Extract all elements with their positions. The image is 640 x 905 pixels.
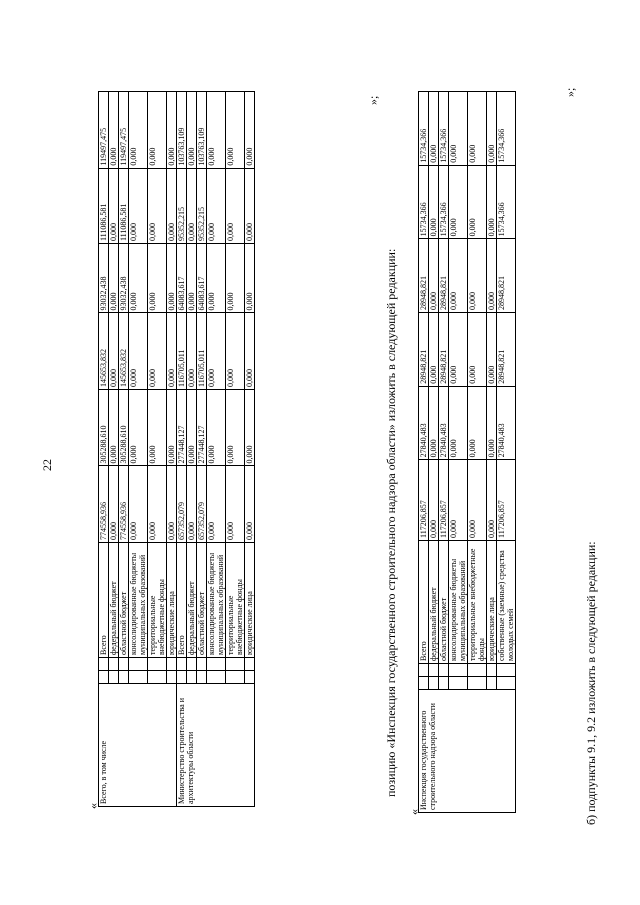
- value-cell: 95352,215: [177, 168, 187, 243]
- empty-cell: [119, 658, 129, 671]
- value-cell: 103763,109: [197, 92, 207, 169]
- value-cell: 15734,366: [419, 165, 429, 239]
- value-cell: 774558,936: [119, 466, 129, 543]
- source-label-cell: юридические лица: [245, 543, 255, 658]
- paragraph-2: б) подпункты 9.1, 9.2 изложить в следующей редакции:: [584, 541, 598, 825]
- empty-cell: [419, 677, 429, 690]
- source-label-cell: консолидированные бюджеты муниципальных образований: [449, 541, 468, 664]
- value-cell: 0,000: [468, 239, 487, 313]
- source-label-cell: территориальные внебюджетные фонды: [468, 541, 487, 664]
- empty-cell: [497, 664, 516, 677]
- value-cell: 0,000: [449, 239, 468, 313]
- empty-cell: [197, 671, 207, 684]
- value-cell: 0,000: [449, 313, 468, 387]
- source-label-cell: областной бюджет: [119, 543, 129, 658]
- source-label-cell: федеральный бюджет: [109, 543, 119, 658]
- value-cell: 0,000: [129, 92, 148, 169]
- empty-cell: [109, 671, 119, 684]
- value-cell: 0,000: [148, 168, 167, 243]
- value-cell: 28948,821: [439, 239, 449, 313]
- close-quote-1: »;: [366, 95, 380, 105]
- open-quote-2: «: [407, 809, 421, 815]
- value-cell: 15734,366: [497, 92, 516, 166]
- value-cell: 0,000: [449, 165, 468, 239]
- empty-cell: [99, 671, 109, 684]
- empty-cell: [119, 671, 129, 684]
- table-row: [419, 92, 429, 813]
- page-number: 22: [40, 459, 54, 471]
- value-cell: 93032,438: [119, 244, 129, 313]
- value-cell: 0,000: [226, 313, 245, 390]
- value-cell: 0,000: [207, 168, 226, 243]
- value-cell: 0,000: [226, 466, 245, 543]
- empty-cell: [148, 658, 167, 671]
- value-cell: 0,000: [207, 92, 226, 169]
- value-cell: 28948,821: [419, 239, 429, 313]
- empty-cell: [177, 658, 187, 671]
- source-label-cell: областной бюджет: [439, 541, 449, 664]
- source-label-cell: собственные (заемные) средства молодых семей: [497, 541, 516, 664]
- value-cell: 305288,610: [119, 389, 129, 466]
- value-cell: 657352,079: [177, 466, 187, 543]
- value-cell: 0,000: [429, 386, 439, 460]
- value-cell: 0,000: [167, 466, 177, 543]
- value-cell: 0,000: [207, 244, 226, 313]
- value-cell: 116705,011: [177, 313, 187, 390]
- empty-cell: [187, 658, 197, 671]
- value-cell: 28948,821: [439, 313, 449, 387]
- value-cell: 0,000: [226, 168, 245, 243]
- source-label-cell: федеральный бюджет: [187, 543, 197, 658]
- empty-cell: [468, 677, 487, 690]
- value-cell: 0,000: [468, 165, 487, 239]
- empty-cell: [468, 664, 487, 677]
- empty-cell: [109, 658, 119, 671]
- empty-cell: [226, 671, 245, 684]
- source-label-cell: консолидированные бюджеты муниципальных образований: [129, 543, 148, 658]
- empty-cell: [487, 664, 497, 677]
- empty-cell: [197, 658, 207, 671]
- value-cell: 28948,821: [497, 313, 516, 387]
- value-cell: 0,000: [468, 386, 487, 460]
- value-cell: 0,000: [487, 386, 497, 460]
- empty-cell: [129, 671, 148, 684]
- empty-cell: [439, 664, 449, 677]
- close-quote-2: »;: [563, 87, 577, 97]
- value-cell: 117206,857: [497, 460, 516, 541]
- value-cell: 0,000: [487, 313, 497, 387]
- value-cell: 277448,127: [177, 389, 187, 466]
- value-cell: 0,000: [449, 386, 468, 460]
- empty-cell: [487, 677, 497, 690]
- value-cell: 0,000: [226, 389, 245, 466]
- value-cell: 119497,475: [99, 92, 109, 169]
- value-cell: 116705,011: [197, 313, 207, 390]
- value-cell: 64083,617: [197, 244, 207, 313]
- value-cell: 0,000: [187, 466, 197, 543]
- empty-cell: [99, 658, 109, 671]
- source-label-cell: Всего: [177, 543, 187, 658]
- value-cell: 0,000: [487, 239, 497, 313]
- value-cell: 117206,857: [419, 460, 429, 541]
- value-cell: 28948,821: [497, 239, 516, 313]
- value-cell: 0,000: [245, 313, 255, 390]
- value-cell: 0,000: [429, 460, 439, 541]
- value-cell: 774558,936: [99, 466, 109, 543]
- empty-cell: [207, 658, 226, 671]
- source-label-cell: территориальные внебюджетные фонды: [148, 543, 167, 658]
- empty-cell: [148, 671, 167, 684]
- empty-cell: [497, 677, 516, 690]
- value-cell: 64083,617: [177, 244, 187, 313]
- group-name-cell: Министерство строительства и архитектуры области: [177, 684, 255, 807]
- empty-cell: [187, 671, 197, 684]
- value-cell: 0,000: [207, 389, 226, 466]
- value-cell: 0,000: [148, 466, 167, 543]
- empty-cell: [419, 664, 429, 677]
- value-cell: 0,000: [429, 313, 439, 387]
- empty-cell: [245, 658, 255, 671]
- value-cell: 0,000: [468, 313, 487, 387]
- value-cell: 0,000: [187, 92, 197, 169]
- value-cell: 0,000: [468, 460, 487, 541]
- value-cell: 0,000: [148, 92, 167, 169]
- value-cell: 0,000: [429, 92, 439, 166]
- value-cell: 15734,366: [439, 165, 449, 239]
- value-cell: 0,000: [129, 244, 148, 313]
- value-cell: 0,000: [245, 92, 255, 169]
- value-cell: 145653,832: [99, 313, 109, 390]
- value-cell: 0,000: [207, 313, 226, 390]
- value-cell: 0,000: [148, 244, 167, 313]
- value-cell: 0,000: [449, 92, 468, 166]
- source-label-cell: областной бюджет: [197, 543, 207, 658]
- value-cell: 0,000: [109, 466, 119, 543]
- value-cell: 27840,483: [439, 386, 449, 460]
- value-cell: 0,000: [487, 92, 497, 166]
- value-cell: 305288,610: [99, 389, 109, 466]
- empty-cell: [207, 671, 226, 684]
- open-quote-1: «: [86, 803, 100, 809]
- value-cell: 0,000: [487, 165, 497, 239]
- table-1: [98, 91, 255, 807]
- value-cell: 0,000: [109, 168, 119, 243]
- value-cell: 103763,109: [177, 92, 187, 169]
- value-cell: 0,000: [187, 244, 197, 313]
- value-cell: 145653,832: [119, 313, 129, 390]
- source-label-cell: юридические лица: [487, 541, 497, 664]
- empty-cell: [449, 664, 468, 677]
- empty-cell: [167, 658, 177, 671]
- empty-cell: [449, 677, 468, 690]
- value-cell: 0,000: [487, 460, 497, 541]
- value-cell: 0,000: [187, 389, 197, 466]
- source-label-cell: юридические лица: [167, 543, 177, 658]
- value-cell: 0,000: [148, 313, 167, 390]
- value-cell: 0,000: [187, 313, 197, 390]
- group-name-cell: Инспекция государственного строительного надзора области: [419, 690, 516, 813]
- value-cell: 0,000: [207, 466, 226, 543]
- value-cell: 0,000: [109, 313, 119, 390]
- value-cell: 0,000: [468, 92, 487, 166]
- value-cell: 0,000: [187, 168, 197, 243]
- value-cell: 0,000: [129, 313, 148, 390]
- table-row: [99, 92, 109, 807]
- table-2: [418, 91, 516, 813]
- empty-cell: [167, 671, 177, 684]
- value-cell: 0,000: [167, 244, 177, 313]
- value-cell: 15734,366: [439, 92, 449, 166]
- value-cell: 0,000: [148, 389, 167, 466]
- value-cell: 27840,483: [497, 386, 516, 460]
- value-cell: 0,000: [129, 466, 148, 543]
- value-cell: 0,000: [109, 92, 119, 169]
- source-label-cell: федеральный бюджет: [429, 541, 439, 664]
- value-cell: 0,000: [449, 460, 468, 541]
- source-label-cell: Всего: [419, 541, 429, 664]
- value-cell: 0,000: [129, 389, 148, 466]
- source-label-cell: Всего: [99, 543, 109, 658]
- empty-cell: [226, 658, 245, 671]
- value-cell: 111086,581: [99, 168, 109, 243]
- empty-cell: [429, 664, 439, 677]
- value-cell: 93032,438: [99, 244, 109, 313]
- value-cell: 0,000: [167, 389, 177, 466]
- value-cell: 27840,483: [419, 386, 429, 460]
- value-cell: 657352,079: [197, 466, 207, 543]
- value-cell: 15734,366: [497, 165, 516, 239]
- empty-cell: [439, 677, 449, 690]
- value-cell: 0,000: [429, 239, 439, 313]
- value-cell: 0,000: [245, 244, 255, 313]
- table-row: [177, 92, 187, 807]
- value-cell: 0,000: [245, 466, 255, 543]
- empty-cell: [129, 658, 148, 671]
- source-label-cell: территориальные внебюджетные фонды: [226, 543, 245, 658]
- value-cell: 0,000: [129, 168, 148, 243]
- source-label-cell: консолидированные бюджеты муниципальных образований: [207, 543, 226, 658]
- value-cell: 0,000: [226, 244, 245, 313]
- value-cell: 0,000: [245, 389, 255, 466]
- value-cell: 277448,127: [197, 389, 207, 466]
- value-cell: 0,000: [245, 168, 255, 243]
- value-cell: 0,000: [167, 92, 177, 169]
- value-cell: 95352,215: [197, 168, 207, 243]
- value-cell: 0,000: [167, 313, 177, 390]
- paragraph-1: позицию «Инспекция государственного строительного надзора области» изложить в следующей редакции:: [384, 248, 398, 797]
- value-cell: 119497,475: [119, 92, 129, 169]
- empty-cell: [177, 671, 187, 684]
- empty-cell: [429, 677, 439, 690]
- empty-cell: [245, 671, 255, 684]
- value-cell: 0,000: [109, 389, 119, 466]
- group-name-cell: Всего, в том числе: [99, 684, 177, 807]
- value-cell: 111086,581: [119, 168, 129, 243]
- value-cell: 28948,821: [419, 313, 429, 387]
- value-cell: 0,000: [429, 165, 439, 239]
- value-cell: 15734,366: [419, 92, 429, 166]
- value-cell: 0,000: [226, 92, 245, 169]
- value-cell: 117206,857: [439, 460, 449, 541]
- value-cell: 0,000: [109, 244, 119, 313]
- value-cell: 0,000: [167, 168, 177, 243]
